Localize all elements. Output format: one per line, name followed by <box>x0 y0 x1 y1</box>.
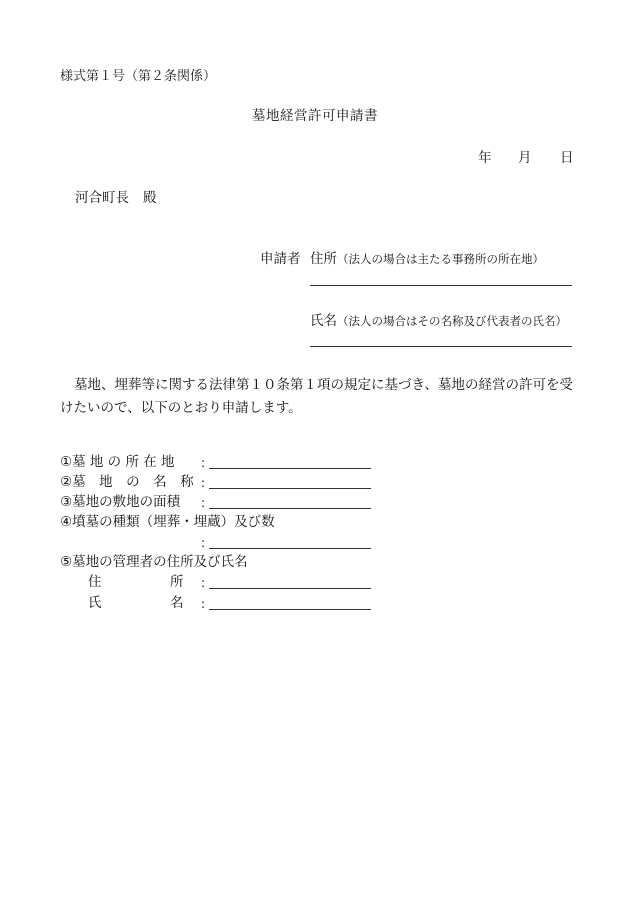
application-statement: 墓地、埋葬等に関する法律第１０条第１項の規定に基づき、墓地の経営の許可を受けたいので、以下のとおり申請します。 <box>60 377 573 416</box>
item-location-colon: : <box>201 456 206 470</box>
manager-address-field[interactable] <box>209 588 371 589</box>
item-location-field[interactable] <box>209 468 371 469</box>
item-area-field[interactable] <box>209 508 371 509</box>
address-field[interactable] <box>310 285 572 286</box>
addressee-name: 河合町長 <box>75 190 129 206</box>
applicant-name-row <box>310 315 567 329</box>
address-note: （法人の場合は主たる事務所の所在地） <box>337 252 544 266</box>
addressee <box>75 192 157 206</box>
applicant-label: 申請者 <box>260 251 301 267</box>
manager-name-label-b: 名 <box>170 595 184 611</box>
addressee-honorific: 殿 <box>143 190 157 206</box>
manager-name-label-a: 氏 <box>88 595 102 611</box>
item-name-colon: : <box>201 476 206 490</box>
name-field[interactable] <box>310 346 572 347</box>
date-day-label: 日 <box>560 150 574 166</box>
date-month-label: 月 <box>518 150 532 166</box>
name-label: 氏名 <box>310 313 337 329</box>
name-note: （法人の場合はその名称及び代表者の氏名） <box>337 314 567 328</box>
item-area-colon: : <box>201 496 206 510</box>
manager-address-label-b: 所 <box>170 574 184 590</box>
item-name-label: ②墓 地 の 名 称 <box>60 474 194 490</box>
manager-name-field[interactable] <box>209 609 371 610</box>
address-label: 住所 <box>310 251 337 267</box>
manager-name-colon: : <box>201 597 206 611</box>
applicant-address-row <box>310 253 544 267</box>
manager-address-label-a: 住 <box>88 574 102 590</box>
document-title: 墓地経営許可申請書 <box>252 108 378 124</box>
item-manager-label: ⑤墓地の管理者の住所及び氏名 <box>60 554 248 570</box>
form-number: 様式第１号（第２条関係） <box>60 69 217 84</box>
item-name-field[interactable] <box>209 488 371 489</box>
manager-address-colon: : <box>201 576 206 590</box>
date-year-label: 年 <box>478 150 492 166</box>
item-location-label: ①墓 地 の 所 在 地 <box>60 454 175 470</box>
item-area-label: ③墓地の敷地の面積 <box>60 494 181 510</box>
item-grave-types-field[interactable] <box>209 548 371 549</box>
item-grave-types-label: ④墳墓の種類（埋葬・埋蔵）及び数 <box>60 514 275 530</box>
item-grave-types-colon: : <box>201 536 206 550</box>
